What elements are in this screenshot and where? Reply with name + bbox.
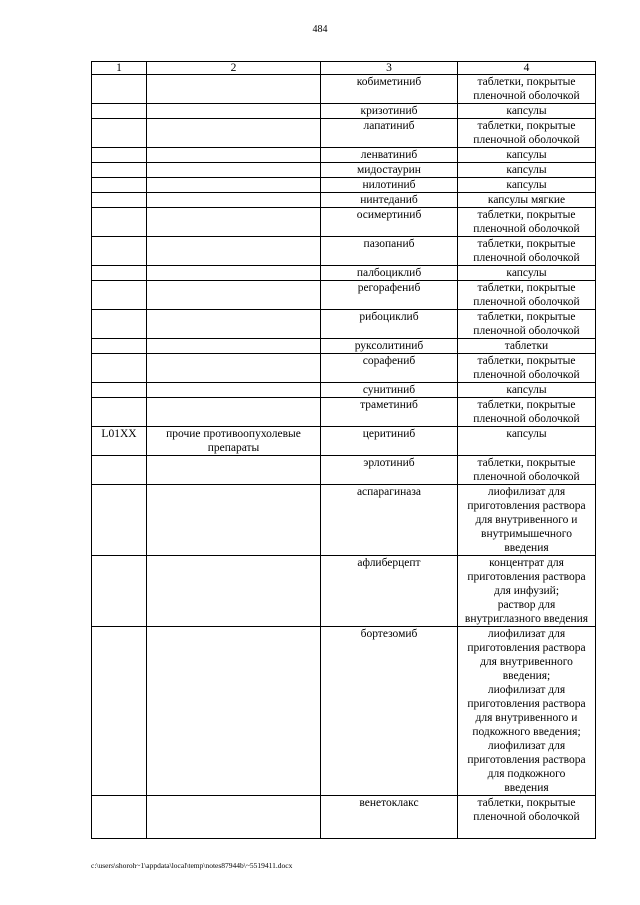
dosage-form-cell [458, 383, 596, 398]
dosage-form-line: пленочной оболочкой [473, 252, 580, 264]
dosage-form-line: таблетки, покрытые [477, 209, 576, 221]
header-cell-2: 2 [147, 62, 321, 75]
group-name-cell [147, 193, 321, 208]
atc-code-cell [92, 208, 147, 237]
table-row [92, 193, 596, 208]
atc-code-cell [92, 266, 147, 281]
dosage-form-line: для внутривенного [480, 656, 573, 668]
atc-code-cell: L01XX [92, 427, 147, 456]
dosage-form-line: капсулы [506, 384, 547, 396]
dosage-form-line: пленочной оболочкой [473, 811, 580, 823]
group-name-cell [147, 354, 321, 383]
group-name-cell [147, 427, 321, 456]
drug-name-cell: нилотиниб [321, 178, 458, 193]
atc-code-cell [92, 556, 147, 627]
dosage-form-line: подкожного введения; [472, 726, 581, 738]
dosage-form-line: таблетки, покрытые [477, 457, 576, 469]
drug-name-cell: палбоциклиб [321, 266, 458, 281]
atc-code-cell [92, 281, 147, 310]
dosage-form-line: таблетки, покрытые [477, 797, 576, 809]
atc-code-cell [92, 339, 147, 354]
dosage-form-line: таблетки, покрытые [477, 238, 576, 250]
atc-code-cell [92, 383, 147, 398]
drug-name-cell: эрлотиниб [321, 456, 458, 485]
group-name-line: прочие противоопухолевые [166, 428, 301, 440]
dosage-form-cell [458, 178, 596, 193]
group-name-cell [147, 178, 321, 193]
drug-name-cell: афлиберцепт [321, 556, 458, 627]
dosage-form-cell [458, 627, 596, 796]
group-name-cell [147, 119, 321, 148]
table-row [92, 75, 596, 104]
dosage-form-line: внутримышечного [481, 528, 572, 540]
dosage-form-line: таблетки, покрытые [477, 76, 576, 88]
table-row [92, 383, 596, 398]
dosage-form-line: внутриглазного введения [464, 613, 589, 625]
dosage-form-line: капсулы [506, 105, 547, 117]
table-row [92, 556, 596, 627]
dosage-form-line: приготовления раствора [467, 571, 586, 583]
atc-code-cell [92, 119, 147, 148]
table-row [92, 485, 596, 556]
atc-code-cell [92, 178, 147, 193]
table-row [92, 266, 596, 281]
dosage-form-line: введения; [502, 670, 551, 682]
atc-code-cell [92, 237, 147, 266]
drug-name-cell: кобиметиниб [321, 75, 458, 104]
atc-code-cell [92, 104, 147, 119]
dosage-form-cell [458, 398, 596, 427]
table-row [92, 104, 596, 119]
dosage-form-line: приготовления раствора [467, 698, 586, 710]
header-cell-3: 3 [321, 62, 458, 75]
drug-name-cell: кризотиниб [321, 104, 458, 119]
dosage-form-line: раствор для [497, 599, 556, 611]
dosage-form-line: пленочной оболочкой [473, 413, 580, 425]
dosage-form-line: таблетки, покрытые [477, 399, 576, 411]
drug-name-cell: пазопаниб [321, 237, 458, 266]
dosage-form-cell [458, 163, 596, 178]
dosage-form-line: приготовления раствора [467, 754, 586, 766]
drug-name-cell: нинтеданиб [321, 193, 458, 208]
group-name-cell [147, 398, 321, 427]
dosage-form-line: таблетки, покрытые [477, 311, 576, 323]
dosage-form-line: для инфузий; [493, 585, 560, 597]
dosage-form-cell [458, 75, 596, 104]
dosage-form-line: лиофилизат для [487, 628, 566, 640]
drug-name-cell: рибоциклиб [321, 310, 458, 339]
group-name-cell [147, 485, 321, 556]
dosage-form-line: пленочной оболочкой [473, 134, 580, 146]
dosage-form-line: введения [504, 782, 549, 794]
atc-code-cell [92, 193, 147, 208]
group-name-cell [147, 627, 321, 796]
dosage-form-line: лиофилизат для [487, 486, 566, 498]
dosage-form-line: введения [504, 542, 549, 554]
group-name-cell [147, 556, 321, 627]
group-name-cell [147, 310, 321, 339]
dosage-form-line: таблетки, покрытые [477, 355, 576, 367]
group-name-cell [147, 163, 321, 178]
drug-name-cell: траметиниб [321, 398, 458, 427]
dosage-form-cell [458, 266, 596, 281]
dosage-form-line: пленочной оболочкой [473, 296, 580, 308]
group-name-cell [147, 148, 321, 163]
page-number: 484 [312, 24, 328, 35]
dosage-form-line: пленочной оболочкой [473, 90, 580, 102]
dosage-form-cell [458, 281, 596, 310]
header-cell-1: 1 [92, 62, 147, 75]
drug-name-cell: церитиниб [321, 427, 458, 456]
table-row [92, 208, 596, 237]
drug-name-cell: лапатиниб [321, 119, 458, 148]
table-row [92, 163, 596, 178]
group-name-cell [147, 208, 321, 237]
table-row [92, 119, 596, 148]
dosage-form-line: лиофилизат для [487, 684, 566, 696]
drug-name-cell: мидостаурин [321, 163, 458, 178]
dosage-form-cell [458, 148, 596, 163]
dosage-form-line: пленочной оболочкой [473, 223, 580, 235]
atc-code-cell [92, 456, 147, 485]
dosage-form-cell [458, 485, 596, 556]
dosage-form-line: капсулы [506, 267, 547, 279]
atc-code-cell [92, 398, 147, 427]
atc-code-cell [92, 148, 147, 163]
table-row [92, 627, 596, 796]
dosage-form-line: пленочной оболочкой [473, 471, 580, 483]
table-row [92, 237, 596, 266]
dosage-form-line: таблетки, покрытые [477, 120, 576, 132]
table-row [92, 398, 596, 427]
drug-name-cell: венетоклакс [321, 796, 458, 839]
dosage-form-line: таблетки, покрытые [477, 282, 576, 294]
dosage-form-line: пленочной оболочкой [473, 369, 580, 381]
dosage-form-line: капсулы [506, 179, 547, 191]
dosage-form-line: капсулы [506, 149, 547, 161]
dosage-form-line: для внутривенного и [475, 514, 578, 526]
drug-name-cell: бортезомиб [321, 627, 458, 796]
dosage-form-cell [458, 456, 596, 485]
drug-name-cell: осимертиниб [321, 208, 458, 237]
atc-code-cell [92, 75, 147, 104]
dosage-form-line: капсулы [506, 164, 547, 176]
drug-name-cell: регорафениб [321, 281, 458, 310]
group-name-cell [147, 281, 321, 310]
drug-name-cell: сорафениб [321, 354, 458, 383]
dosage-form-cell [458, 208, 596, 237]
table-header-row [92, 62, 596, 75]
group-name-cell [147, 796, 321, 839]
atc-code-cell [92, 485, 147, 556]
group-name-cell [147, 237, 321, 266]
group-name-cell [147, 339, 321, 354]
group-name-cell [147, 266, 321, 281]
header-cell-4: 4 [458, 62, 596, 75]
atc-code-cell [92, 796, 147, 839]
dosage-form-line: для внутривенного и [475, 712, 578, 724]
dosage-form-line: для подкожного [487, 768, 566, 780]
table-row [92, 310, 596, 339]
group-name-cell [147, 456, 321, 485]
file-path-footer: c:\users\shoroh~1\appdata\local\temp\notes87944b\~5519411.docx [91, 861, 293, 870]
drug-name-cell: руксолитиниб [321, 339, 458, 354]
group-name-cell [147, 75, 321, 104]
dosage-form-cell [458, 796, 596, 839]
dosage-form-cell [458, 556, 596, 627]
table-row [92, 148, 596, 163]
atc-code-cell [92, 163, 147, 178]
dosage-form-line: капсулы [506, 428, 547, 440]
dosage-form-line: концентрат для [489, 557, 564, 569]
group-name-cell [147, 383, 321, 398]
table-row [92, 178, 596, 193]
table-row [92, 456, 596, 485]
dosage-form-cell [458, 310, 596, 339]
dosage-form-cell [458, 193, 596, 208]
group-name-cell [147, 104, 321, 119]
drug-table [91, 61, 596, 839]
group-name-line: препараты [207, 442, 260, 454]
table-row [92, 796, 596, 839]
dosage-form-line: пленочной оболочкой [473, 325, 580, 337]
atc-code-cell [92, 627, 147, 796]
atc-code-cell [92, 310, 147, 339]
dosage-form-line: таблетки [504, 340, 549, 352]
drug-name-cell: ленватиниб [321, 148, 458, 163]
dosage-form-cell [458, 237, 596, 266]
table-row [92, 339, 596, 354]
table-row [92, 281, 596, 310]
drug-name-cell: аспарагиназа [321, 485, 458, 556]
atc-code-cell [92, 354, 147, 383]
dosage-form-line: приготовления раствора [467, 642, 586, 654]
dosage-form-cell [458, 354, 596, 383]
dosage-form-line: приготовления раствора [467, 500, 586, 512]
drug-name-cell: сунитиниб [321, 383, 458, 398]
dosage-form-cell [458, 339, 596, 354]
dosage-form-cell [458, 104, 596, 119]
table-row [92, 427, 596, 456]
dosage-form-cell [458, 427, 596, 456]
dosage-form-line: лиофилизат для [487, 740, 566, 752]
table-row [92, 354, 596, 383]
dosage-form-cell [458, 119, 596, 148]
dosage-form-line: капсулы мягкие [487, 194, 566, 206]
